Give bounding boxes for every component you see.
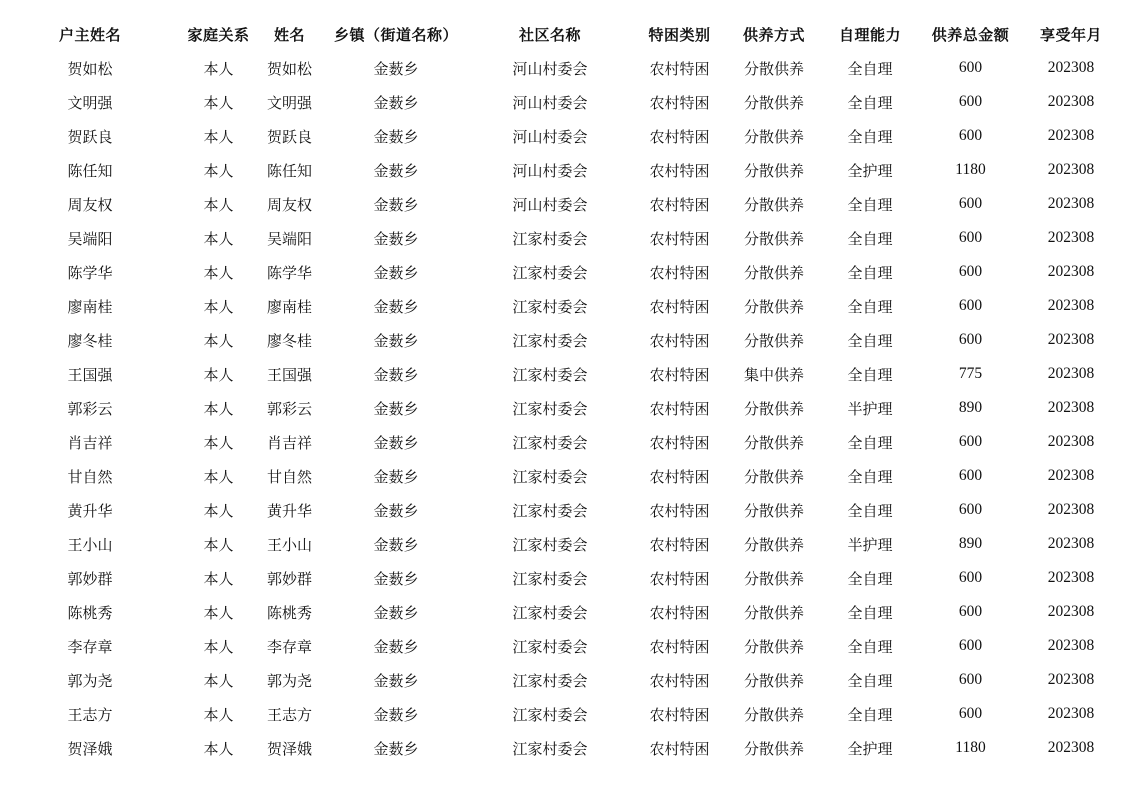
cell-householder-name: 贺跃良 — [67, 127, 113, 146]
table-row — [0, 697, 1122, 731]
cell-name: 王小山 — [266, 535, 312, 554]
cell-township: 金薮乡 — [373, 501, 419, 520]
cell-name: 陈学华 — [266, 263, 312, 282]
column-header-householder-name: 户主姓名 — [58, 25, 121, 44]
cell-hardship-category: 农村特困 — [649, 603, 710, 622]
cell-hardship-category: 农村特困 — [649, 433, 710, 452]
cell-township: 金薮乡 — [373, 229, 419, 248]
cell-year-month: 202308 — [1047, 501, 1095, 518]
cell-total-amount: 600 — [958, 263, 983, 280]
cell-total-amount: 600 — [958, 59, 983, 76]
cell-community: 江家村委会 — [512, 433, 588, 452]
cell-total-amount: 890 — [958, 535, 983, 552]
cell-family-relation: 本人 — [203, 331, 234, 350]
cell-community: 江家村委会 — [512, 365, 588, 384]
cell-year-month: 202308 — [1047, 365, 1095, 382]
cell-name: 陈任知 — [266, 161, 312, 180]
cell-householder-name: 吴端阳 — [67, 229, 113, 248]
cell-householder-name: 陈任知 — [67, 161, 113, 180]
table-row — [0, 459, 1122, 493]
cell-family-relation: 本人 — [203, 297, 234, 316]
table-row — [0, 255, 1122, 289]
cell-householder-name: 黄升华 — [67, 501, 113, 520]
cell-year-month: 202308 — [1047, 331, 1095, 348]
cell-self-care-ability: 全护理 — [847, 161, 893, 180]
cell-community: 江家村委会 — [512, 739, 588, 758]
cell-name: 吴端阳 — [266, 229, 312, 248]
cell-township: 金薮乡 — [373, 433, 419, 452]
table-row — [0, 119, 1122, 153]
cell-hardship-category: 农村特困 — [649, 671, 710, 690]
cell-township: 金薮乡 — [373, 739, 419, 758]
cell-total-amount: 600 — [958, 637, 983, 654]
cell-support-method: 分散供养 — [743, 127, 804, 146]
cell-name: 贺跃良 — [266, 127, 312, 146]
cell-self-care-ability: 全自理 — [847, 637, 893, 656]
cell-hardship-category: 农村特困 — [649, 365, 710, 384]
cell-township: 金薮乡 — [373, 603, 419, 622]
cell-family-relation: 本人 — [203, 671, 234, 690]
cell-community: 河山村委会 — [512, 59, 588, 78]
cell-family-relation: 本人 — [203, 637, 234, 656]
cell-township: 金薮乡 — [373, 569, 419, 588]
cell-name: 文明强 — [266, 93, 312, 112]
cell-name: 王志方 — [266, 705, 312, 724]
cell-support-method: 分散供养 — [743, 195, 804, 214]
table-row — [0, 561, 1122, 595]
cell-hardship-category: 农村特困 — [649, 229, 710, 248]
cell-householder-name: 陈桃秀 — [67, 603, 113, 622]
cell-community: 江家村委会 — [512, 535, 588, 554]
cell-householder-name: 陈学华 — [67, 263, 113, 282]
cell-family-relation: 本人 — [203, 501, 234, 520]
cell-support-method: 集中供养 — [743, 365, 804, 384]
cell-community: 江家村委会 — [512, 637, 588, 656]
cell-self-care-ability: 全自理 — [847, 297, 893, 316]
cell-name: 肖吉祥 — [266, 433, 312, 452]
cell-family-relation: 本人 — [203, 739, 234, 758]
cell-township: 金薮乡 — [373, 365, 419, 384]
cell-self-care-ability: 全自理 — [847, 467, 893, 486]
cell-householder-name: 廖冬桂 — [67, 331, 113, 350]
cell-total-amount: 600 — [958, 705, 983, 722]
cell-self-care-ability: 全自理 — [847, 93, 893, 112]
cell-householder-name: 王志方 — [67, 705, 113, 724]
cell-family-relation: 本人 — [203, 467, 234, 486]
cell-total-amount: 775 — [958, 365, 983, 382]
cell-self-care-ability: 全自理 — [847, 263, 893, 282]
cell-hardship-category: 农村特困 — [649, 161, 710, 180]
cell-family-relation: 本人 — [203, 127, 234, 146]
cell-family-relation: 本人 — [203, 59, 234, 78]
cell-community: 江家村委会 — [512, 229, 588, 248]
cell-family-relation: 本人 — [203, 603, 234, 622]
cell-name: 贺泽娥 — [266, 739, 312, 758]
cell-family-relation: 本人 — [203, 229, 234, 248]
cell-total-amount: 600 — [958, 229, 983, 246]
cell-year-month: 202308 — [1047, 161, 1095, 178]
cell-name: 李存章 — [266, 637, 312, 656]
cell-year-month: 202308 — [1047, 739, 1095, 756]
cell-year-month: 202308 — [1047, 263, 1095, 280]
cell-community: 江家村委会 — [512, 603, 588, 622]
cell-support-method: 分散供养 — [743, 297, 804, 316]
cell-support-method: 分散供养 — [743, 433, 804, 452]
cell-year-month: 202308 — [1047, 127, 1095, 144]
table-row — [0, 187, 1122, 221]
cell-support-method: 分散供养 — [743, 59, 804, 78]
cell-hardship-category: 农村特困 — [649, 501, 710, 520]
cell-hardship-category: 农村特困 — [649, 93, 710, 112]
cell-name: 甘自然 — [266, 467, 312, 486]
cell-householder-name: 廖南桂 — [67, 297, 113, 316]
cell-self-care-ability: 全自理 — [847, 603, 893, 622]
column-header-total-amount: 供养总金额 — [931, 25, 1010, 44]
cell-year-month: 202308 — [1047, 637, 1095, 654]
table-row — [0, 221, 1122, 255]
cell-family-relation: 本人 — [203, 93, 234, 112]
cell-year-month: 202308 — [1047, 399, 1095, 416]
cell-year-month: 202308 — [1047, 603, 1095, 620]
table-row — [0, 323, 1122, 357]
cell-total-amount: 890 — [958, 399, 983, 416]
table-row — [0, 663, 1122, 697]
cell-householder-name: 文明强 — [67, 93, 113, 112]
column-header-year-month: 享受年月 — [1039, 25, 1102, 44]
column-header-hardship-category: 特困类别 — [648, 25, 711, 44]
cell-community: 河山村委会 — [512, 161, 588, 180]
table-row — [0, 595, 1122, 629]
cell-hardship-category: 农村特困 — [649, 297, 710, 316]
cell-self-care-ability: 全自理 — [847, 433, 893, 452]
document-sheet — [0, 17, 1122, 765]
cell-hardship-category: 农村特困 — [649, 331, 710, 350]
cell-total-amount: 1180 — [955, 739, 986, 756]
cell-township: 金薮乡 — [373, 331, 419, 350]
table-row — [0, 629, 1122, 663]
cell-support-method: 分散供养 — [743, 161, 804, 180]
cell-hardship-category: 农村特困 — [649, 399, 710, 418]
cell-self-care-ability: 全自理 — [847, 569, 893, 588]
cell-support-method: 分散供养 — [743, 705, 804, 724]
column-header-name: 姓名 — [273, 25, 305, 44]
cell-community: 河山村委会 — [512, 93, 588, 112]
cell-year-month: 202308 — [1047, 705, 1095, 722]
cell-hardship-category: 农村特困 — [649, 705, 710, 724]
cell-community: 江家村委会 — [512, 263, 588, 282]
cell-name: 廖冬桂 — [266, 331, 312, 350]
cell-township: 金薮乡 — [373, 467, 419, 486]
cell-community: 江家村委会 — [512, 399, 588, 418]
cell-support-method: 分散供养 — [743, 93, 804, 112]
cell-year-month: 202308 — [1047, 569, 1095, 586]
cell-township: 金薮乡 — [373, 535, 419, 554]
cell-family-relation: 本人 — [203, 535, 234, 554]
cell-total-amount: 1180 — [955, 161, 986, 178]
table-row — [0, 527, 1122, 561]
cell-householder-name: 郭彩云 — [67, 399, 113, 418]
cell-self-care-ability: 全自理 — [847, 59, 893, 78]
cell-year-month: 202308 — [1047, 433, 1095, 450]
cell-total-amount: 600 — [958, 331, 983, 348]
cell-support-method: 分散供养 — [743, 637, 804, 656]
cell-family-relation: 本人 — [203, 569, 234, 588]
cell-township: 金薮乡 — [373, 127, 419, 146]
cell-community: 江家村委会 — [512, 297, 588, 316]
cell-support-method: 分散供养 — [743, 467, 804, 486]
cell-township: 金薮乡 — [373, 705, 419, 724]
cell-total-amount: 600 — [958, 603, 983, 620]
cell-support-method: 分散供养 — [743, 399, 804, 418]
cell-hardship-category: 农村特困 — [649, 637, 710, 656]
cell-family-relation: 本人 — [203, 365, 234, 384]
cell-name: 黄升华 — [266, 501, 312, 520]
cell-community: 江家村委会 — [512, 705, 588, 724]
cell-township: 金薮乡 — [373, 195, 419, 214]
cell-hardship-category: 农村特困 — [649, 195, 710, 214]
cell-family-relation: 本人 — [203, 399, 234, 418]
cell-total-amount: 600 — [958, 195, 983, 212]
cell-name: 廖南桂 — [266, 297, 312, 316]
cell-township: 金薮乡 — [373, 93, 419, 112]
cell-family-relation: 本人 — [203, 705, 234, 724]
cell-hardship-category: 农村特困 — [649, 263, 710, 282]
cell-community: 江家村委会 — [512, 331, 588, 350]
cell-householder-name: 贺泽娥 — [67, 739, 113, 758]
table-row — [0, 85, 1122, 119]
cell-support-method: 分散供养 — [743, 535, 804, 554]
cell-community: 江家村委会 — [512, 671, 588, 690]
cell-community: 江家村委会 — [512, 467, 588, 486]
table-row — [0, 357, 1122, 391]
cell-householder-name: 郭为尧 — [67, 671, 113, 690]
cell-name: 王国强 — [266, 365, 312, 384]
cell-self-care-ability: 全自理 — [847, 501, 893, 520]
column-header-township: 乡镇（街道名称） — [333, 25, 458, 44]
cell-year-month: 202308 — [1047, 229, 1095, 246]
cell-year-month: 202308 — [1047, 59, 1095, 76]
cell-self-care-ability: 全护理 — [847, 739, 893, 758]
cell-name: 周友权 — [266, 195, 312, 214]
cell-township: 金薮乡 — [373, 161, 419, 180]
cell-year-month: 202308 — [1047, 297, 1095, 314]
cell-self-care-ability: 半护理 — [847, 535, 893, 554]
table-row — [0, 391, 1122, 425]
cell-total-amount: 600 — [958, 433, 983, 450]
cell-family-relation: 本人 — [203, 263, 234, 282]
cell-hardship-category: 农村特困 — [649, 739, 710, 758]
cell-year-month: 202308 — [1047, 195, 1095, 212]
cell-name: 郭为尧 — [266, 671, 312, 690]
cell-total-amount: 600 — [958, 127, 983, 144]
cell-self-care-ability: 半护理 — [847, 399, 893, 418]
cell-self-care-ability: 全自理 — [847, 195, 893, 214]
table-header-row — [0, 17, 1122, 51]
cell-township: 金薮乡 — [373, 59, 419, 78]
cell-self-care-ability: 全自理 — [847, 127, 893, 146]
cell-name: 贺如松 — [266, 59, 312, 78]
table-row — [0, 153, 1122, 187]
column-header-family-relation: 家庭关系 — [187, 25, 250, 44]
cell-community: 河山村委会 — [512, 127, 588, 146]
cell-name: 陈桃秀 — [266, 603, 312, 622]
table-row — [0, 425, 1122, 459]
cell-year-month: 202308 — [1047, 671, 1095, 688]
cell-family-relation: 本人 — [203, 433, 234, 452]
cell-community: 江家村委会 — [512, 501, 588, 520]
cell-support-method: 分散供养 — [743, 569, 804, 588]
cell-community: 河山村委会 — [512, 195, 588, 214]
cell-support-method: 分散供养 — [743, 671, 804, 690]
cell-householder-name: 甘自然 — [67, 467, 113, 486]
cell-support-method: 分散供养 — [743, 739, 804, 758]
cell-householder-name: 李存章 — [67, 637, 113, 656]
cell-family-relation: 本人 — [203, 161, 234, 180]
cell-hardship-category: 农村特困 — [649, 569, 710, 588]
cell-self-care-ability: 全自理 — [847, 365, 893, 384]
cell-householder-name: 王国强 — [67, 365, 113, 384]
cell-township: 金薮乡 — [373, 671, 419, 690]
cell-hardship-category: 农村特困 — [649, 535, 710, 554]
cell-name: 郭妙群 — [266, 569, 312, 588]
cell-support-method: 分散供养 — [743, 263, 804, 282]
cell-township: 金薮乡 — [373, 297, 419, 316]
cell-hardship-category: 农村特困 — [649, 467, 710, 486]
table-row — [0, 51, 1122, 85]
table-body — [0, 51, 1122, 765]
cell-hardship-category: 农村特困 — [649, 127, 710, 146]
cell-total-amount: 600 — [958, 569, 983, 586]
cell-support-method: 分散供养 — [743, 331, 804, 350]
cell-year-month: 202308 — [1047, 467, 1095, 484]
cell-hardship-category: 农村特困 — [649, 59, 710, 78]
cell-total-amount: 600 — [958, 467, 983, 484]
cell-total-amount: 600 — [958, 93, 983, 110]
column-header-self-care-ability: 自理能力 — [838, 25, 901, 44]
cell-support-method: 分散供养 — [743, 229, 804, 248]
cell-householder-name: 肖吉祥 — [67, 433, 113, 452]
cell-year-month: 202308 — [1047, 93, 1095, 110]
cell-householder-name: 王小山 — [67, 535, 113, 554]
column-header-community: 社区名称 — [518, 25, 581, 44]
column-header-support-method: 供养方式 — [742, 25, 805, 44]
table-row — [0, 289, 1122, 323]
cell-township: 金薮乡 — [373, 263, 419, 282]
cell-householder-name: 郭妙群 — [67, 569, 113, 588]
cell-family-relation: 本人 — [203, 195, 234, 214]
cell-householder-name: 贺如松 — [67, 59, 113, 78]
cell-total-amount: 600 — [958, 501, 983, 518]
cell-support-method: 分散供养 — [743, 603, 804, 622]
table-row — [0, 731, 1122, 765]
cell-self-care-ability: 全自理 — [847, 705, 893, 724]
table-row — [0, 493, 1122, 527]
cell-self-care-ability: 全自理 — [847, 229, 893, 248]
cell-self-care-ability: 全自理 — [847, 671, 893, 690]
cell-support-method: 分散供养 — [743, 501, 804, 520]
relief-recipients-table — [0, 17, 1122, 765]
cell-year-month: 202308 — [1047, 535, 1095, 552]
cell-township: 金薮乡 — [373, 399, 419, 418]
cell-name: 郭彩云 — [266, 399, 312, 418]
cell-householder-name: 周友权 — [67, 195, 113, 214]
cell-self-care-ability: 全自理 — [847, 331, 893, 350]
cell-community: 江家村委会 — [512, 569, 588, 588]
cell-total-amount: 600 — [958, 297, 983, 314]
cell-total-amount: 600 — [958, 671, 983, 688]
cell-township: 金薮乡 — [373, 637, 419, 656]
